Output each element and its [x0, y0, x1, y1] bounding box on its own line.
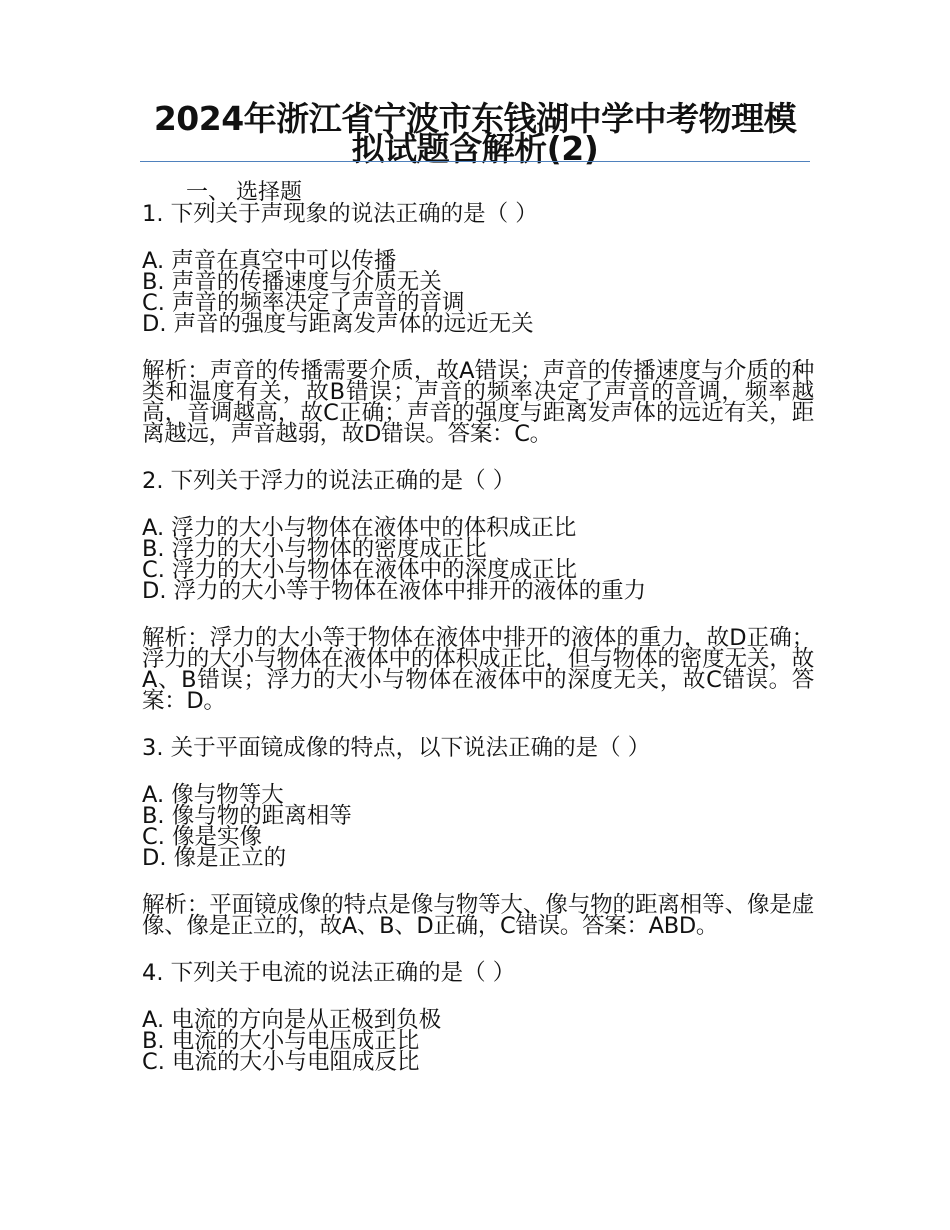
section-number: 一、: [186, 180, 231, 205]
option-d: D. 像是正立的: [142, 845, 287, 871]
option-c: C. 声音的频率决定了声音的音调: [142, 290, 465, 316]
question-1: [142, 201, 814, 447]
title-underline: [140, 161, 810, 162]
option-list: [142, 782, 814, 871]
section-label: 选择题: [236, 180, 303, 205]
option-a: A. 浮力的大小与物体在液体中的体积成正比: [142, 515, 577, 541]
option-b: B. 电流的大小与电压成正比: [142, 1028, 420, 1054]
option-a: A. 电流的方向是从正极到负极: [142, 1007, 442, 1033]
option-d: D. 声音的强度与距离发声体的远近无关: [142, 311, 534, 337]
option-b: B. 声音的传播速度与介质无关: [142, 269, 442, 295]
question-stem: 2. 下列关于浮力的说法正确的是（ ）: [142, 468, 516, 494]
option-list: [142, 1007, 814, 1075]
option-list: [142, 248, 814, 337]
question-analysis: 解析：声音的传播需要介质，故A错误；声音的传播速度与介质的种类和温度有关，故B错误；声音的频率决定了声音的音调，频率越高，音调越高，故C正确；声音的强度与距离发声体的远近有关，距离越远，声音越弱，故D错误。答案：C。: [142, 358, 814, 447]
question-analysis: 解析：平面镜成像的特点是像与物等大、像与物的距离相等、像是虚像、像是正立的，故A、B、D正确，C错误。答案：ABD。: [142, 892, 814, 939]
option-d: D. 浮力的大小等于物体在液体中排开的液体的重力: [142, 578, 647, 604]
option-c: C. 像是实像: [142, 824, 263, 850]
option-a: A. 声音在真空中可以传播: [142, 248, 397, 274]
option-b: B. 像与物的距离相等: [142, 803, 352, 829]
option-a: A. 像与物等大: [142, 782, 284, 808]
question-analysis: 解析：浮力的大小等于物体在液体中排开的液体的重力，故D正确；浮力的大小与物体在液体中的体积成正比，但与物体的密度无关，故A、B错误；浮力的大小与物体在液体中的深度无关，故C错误。答案：D。: [142, 625, 814, 714]
question-stem: 4. 下列关于电流的说法正确的是（ ）: [142, 960, 516, 986]
document-title: 2024年浙江省宁波市东钱湖中学中考物理模拟试题含解析(2): [153, 99, 797, 168]
option-c: C. 浮力的大小与物体在液体中的深度成正比: [142, 557, 578, 583]
question-list: [142, 201, 814, 1099]
question-4: [142, 960, 814, 1075]
question-stem: 1. 下列关于声现象的说法正确的是（ ）: [142, 201, 538, 227]
question-2: [142, 468, 814, 714]
option-b: B. 浮力的大小与物体的密度成正比: [142, 536, 487, 562]
question-stem: 3. 关于平面镜成像的特点，以下说法正确的是（ ）: [142, 735, 651, 761]
question-3: [142, 735, 814, 939]
option-c: C. 电流的大小与电阻成反比: [142, 1049, 420, 1075]
option-list: [142, 515, 814, 604]
